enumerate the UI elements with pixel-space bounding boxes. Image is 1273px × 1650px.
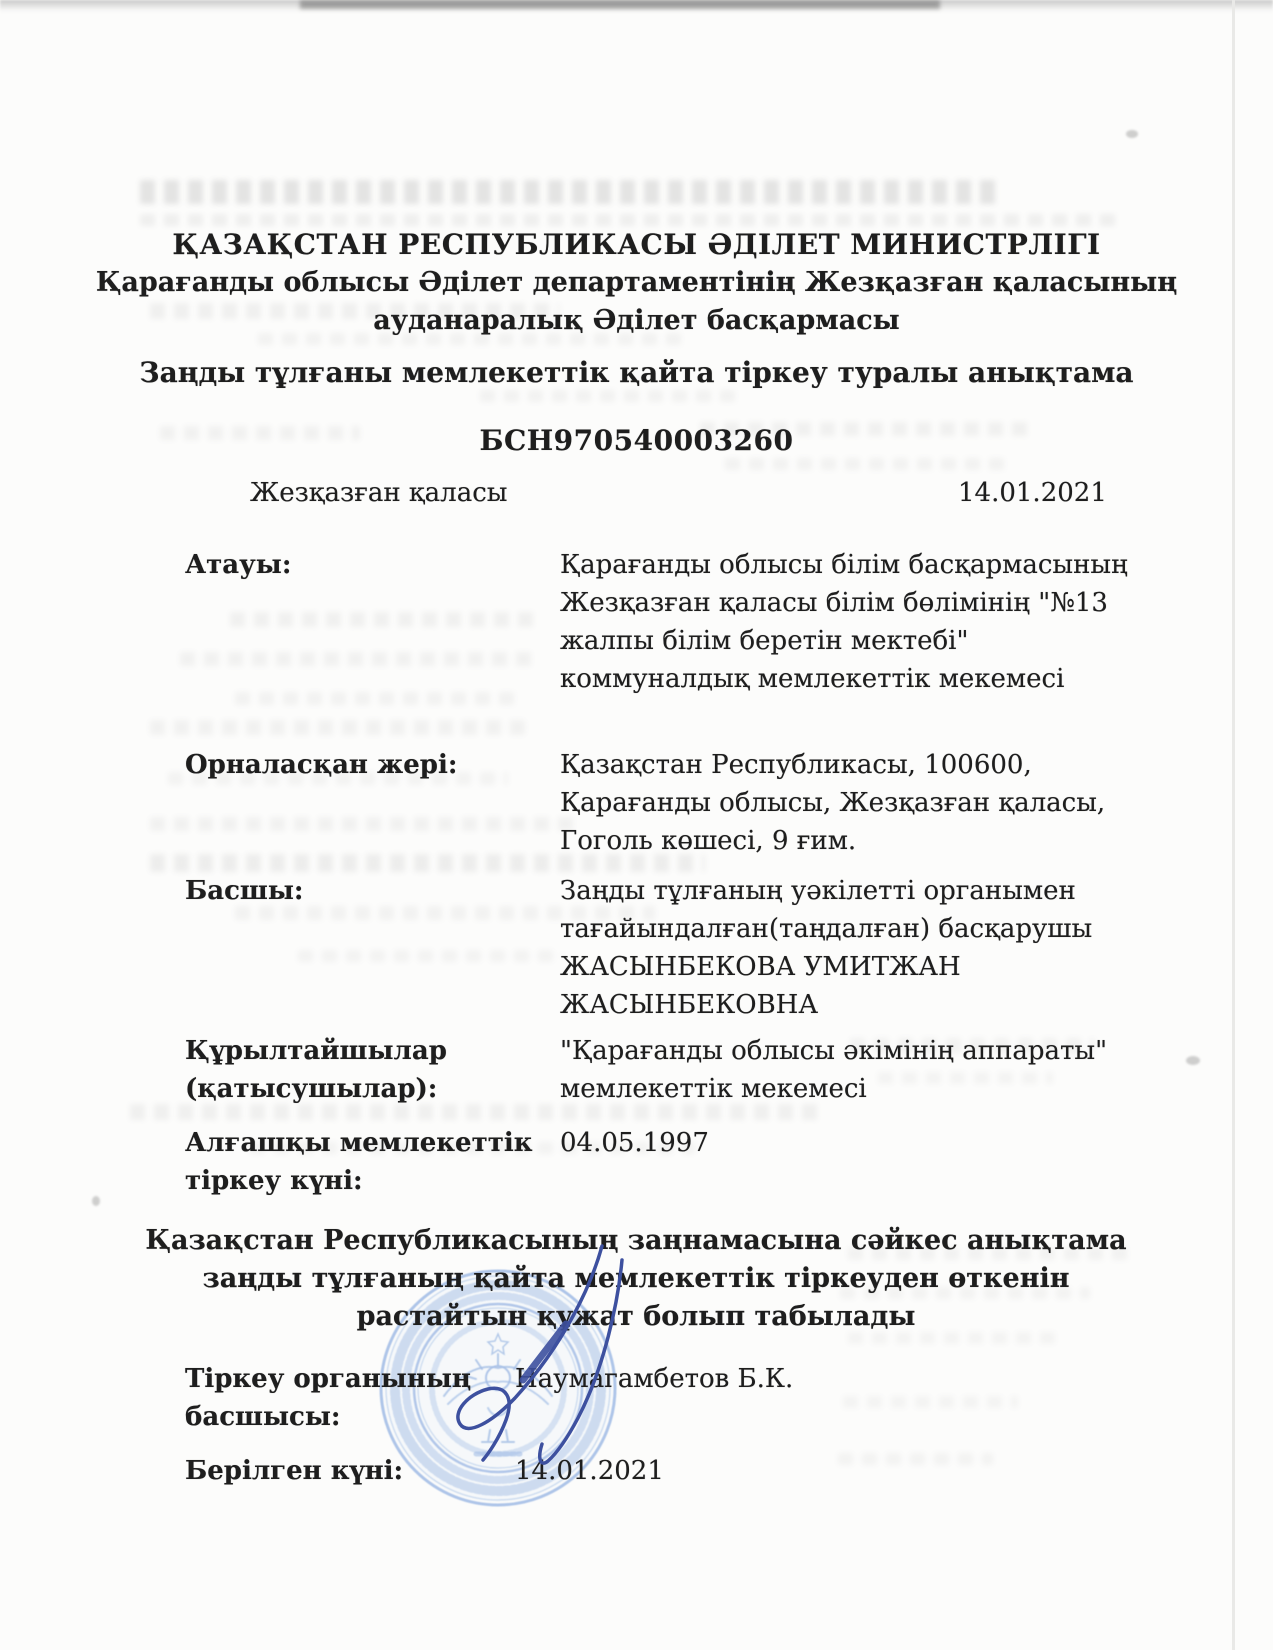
- field-row-head: [185, 872, 1175, 1024]
- scan-artifact-speck: [1126, 130, 1138, 138]
- registrar-name: Наумагамбетов Б.К.: [515, 1364, 794, 1394]
- document-header: [0, 226, 1273, 340]
- field-label: Атауы:: [185, 550, 292, 580]
- field-label: Орналасқан жері:: [185, 750, 458, 780]
- field-row-name: [185, 546, 1175, 698]
- bleedthrough-line: [150, 720, 525, 735]
- bleedthrough-line: [480, 390, 740, 402]
- field-value: Қарағанды облысы білім басқармасының Жезқазған қаласы білім бөлімінің "№13 жалпы білім беретін мектебі" коммуналдық мемлекеттік мекемесі: [560, 550, 1128, 694]
- registrar-label: Тіркеу органының басшысы:: [185, 1364, 472, 1432]
- issued-date-label: Берілген күні:: [185, 1456, 404, 1486]
- department-name-line1: Қарағанды облысы Әділет департаментінің Жезқазған қаласының: [95, 267, 1178, 298]
- field-row-location: [185, 746, 1175, 860]
- department-name-line2: ауданаралық Әділет басқармасы: [373, 305, 900, 336]
- registrar-row: [185, 1360, 1175, 1436]
- ministry-name: ҚАЗАҚСТАН РЕСПУБЛИКАСЫ ӘДІЛЕТ МИНИСТРЛІГІ: [172, 228, 1101, 261]
- issued-date-value: 14.01.2021: [515, 1456, 664, 1486]
- field-label: Құрылтайшылар (қатысушылар):: [185, 1036, 447, 1104]
- signature: [380, 1228, 660, 1478]
- field-value: Заңды тұлғаның уәкілетті органымен тағайындалған(таңдалған) басқарушы ЖАСЫНБЕКОВА УМИТЖАН ЖАСЫНБЕКОВНА: [560, 876, 1093, 1020]
- issue-date-top: 14.01.2021: [958, 478, 1107, 508]
- field-label: Алғашқы мемлекеттік тіркеу күні:: [185, 1128, 533, 1196]
- issued-date-row: [185, 1452, 1175, 1490]
- field-row-founders: [185, 1032, 1175, 1108]
- document-title: Заңды тұлғаны мемлекеттік қайта тіркеу туралы анықтама: [139, 356, 1134, 389]
- field-value: "Қарағанды облысы әкімінің аппараты" мемлекеттік мекемесі: [560, 1036, 1108, 1104]
- bleedthrough-line: [140, 180, 1000, 204]
- scan-artifact-top-edge: [300, 0, 940, 9]
- bin-number: БСН970540003260: [479, 424, 794, 457]
- field-value: Қазақстан Республикасы, 100600, Қарағанды облысы, Жезқазған қаласы, Гоголь көшесі, 9 ғим.: [560, 750, 1106, 856]
- scan-artifact-speck: [1186, 1056, 1200, 1065]
- field-label: Басшы:: [185, 876, 304, 906]
- field-value: 04.05.1997: [560, 1128, 709, 1158]
- scan-artifact-speck: [92, 1196, 100, 1206]
- legal-statement: Қазақстан Республикасының заңнамасына сәйкес анықтама заңды тұлғаның қайта мемлекеттік тіркеуден өткенін растайтын құжат болып табылады: [145, 1225, 1127, 1332]
- issue-city: Жезқазған қаласы: [250, 478, 508, 508]
- bleedthrough-line: [140, 214, 1120, 226]
- bleedthrough-line: [725, 458, 1005, 470]
- field-row-first-registration-date: [185, 1124, 1175, 1200]
